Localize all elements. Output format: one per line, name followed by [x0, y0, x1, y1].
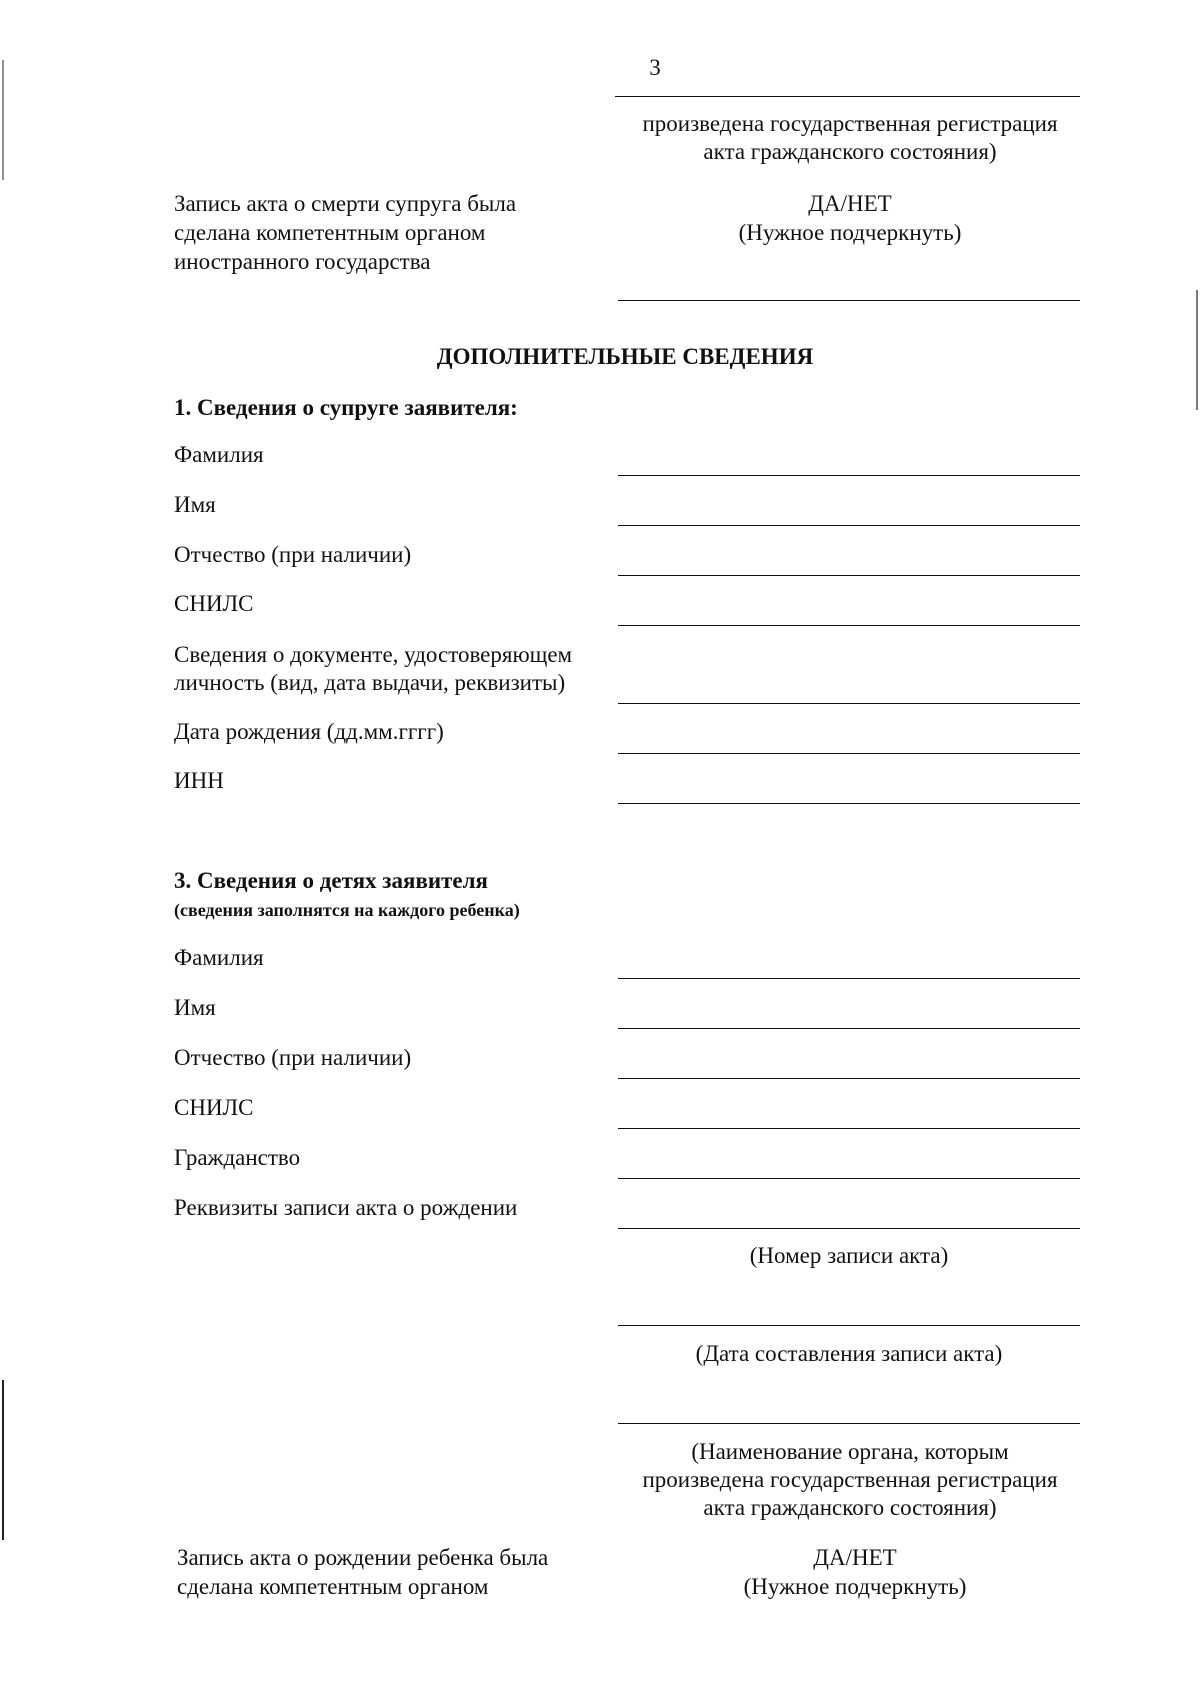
child-patronymic-label: Отчество (при наличии): [174, 1045, 412, 1070]
question-line: Запись акта о смерти супруга была: [174, 191, 517, 216]
authority-caption-line: произведена государственная регистрация: [642, 111, 1058, 136]
child-citizenship-label: Гражданство: [174, 1145, 301, 1170]
spouse-id-doc-label: личность (вид, дата выдачи, реквизиты): [174, 670, 566, 695]
child-name-field[interactable]: [618, 1028, 1080, 1029]
spouse-id-doc-label: Сведения о документе, удостоверяющем: [174, 642, 573, 667]
spouse-name-label: Имя: [174, 492, 216, 517]
spouse-surname-field[interactable]: [618, 475, 1080, 476]
spouse-inn-label: ИНН: [174, 768, 224, 793]
question-line: сделана компетентным органом: [177, 1574, 489, 1599]
yes-no-choice[interactable]: ДА/НЕТ: [813, 1545, 897, 1570]
child-name-label: Имя: [174, 995, 216, 1020]
authority-caption-line: акта гражданского состояния): [703, 1495, 997, 1520]
answer-line: [618, 300, 1080, 301]
child-citizenship-field[interactable]: [618, 1178, 1080, 1179]
spouse-patronymic-field[interactable]: [618, 575, 1080, 576]
child-snils-field[interactable]: [618, 1128, 1080, 1129]
underline-hint: (Нужное подчеркнуть): [738, 220, 962, 245]
authority-caption-line: (Наименование органа, которым: [691, 1439, 1009, 1464]
scan-edge-mark: [2, 60, 4, 180]
spouse-snils-field[interactable]: [618, 625, 1080, 626]
section3-note: (сведения заполнятся на каждого ребенка): [174, 900, 520, 920]
spouse-id-doc-field[interactable]: [618, 703, 1080, 704]
child-record-date-field[interactable]: [618, 1325, 1080, 1326]
scan-edge-mark: [1196, 290, 1198, 410]
child-patronymic-field[interactable]: [618, 1078, 1080, 1079]
section-heading: ДОПОЛНИТЕЛЬНЫЕ СВЕДЕНИЯ: [436, 344, 814, 369]
question-line: сделана компетентным органом: [174, 220, 486, 245]
child-surname-field[interactable]: [618, 978, 1080, 979]
spouse-inn-field[interactable]: [618, 803, 1080, 804]
yes-no-choice[interactable]: ДА/НЕТ: [808, 191, 892, 216]
spouse-patronymic-label: Отчество (при наличии): [174, 542, 412, 567]
record-number-caption: (Номер записи акта): [749, 1243, 949, 1268]
authority-caption-line: произведена государственная регистрация: [642, 1467, 1058, 1492]
spouse-birth-date-field[interactable]: [618, 753, 1080, 754]
section3-title: 3. Сведения о детях заявителя: [174, 868, 488, 893]
record-date-caption: (Дата составления записи акта): [695, 1341, 1003, 1366]
spouse-snils-label: СНИЛС: [174, 591, 254, 616]
section1-title: 1. Сведения о супруге заявителя:: [174, 395, 518, 420]
spouse-birth-date-label: Дата рождения (дд.мм.гггг): [174, 719, 444, 744]
spouse-name-field[interactable]: [618, 525, 1080, 526]
question-line: иностранного государства: [174, 249, 431, 274]
underline-hint: (Нужное подчеркнуть): [743, 1574, 967, 1599]
scan-edge-mark: [2, 1380, 4, 1540]
child-record-number-field[interactable]: [618, 1228, 1080, 1229]
question-line: Запись акта о рождении ребенка была: [177, 1545, 549, 1570]
spouse-surname-label: Фамилия: [174, 442, 264, 467]
authority-line: [615, 96, 1080, 97]
child-authority-field[interactable]: [618, 1423, 1080, 1424]
child-snils-label: СНИЛС: [174, 1095, 254, 1120]
authority-caption-line: акта гражданского состояния): [703, 139, 997, 164]
page-number: 3: [649, 55, 661, 80]
child-surname-label: Фамилия: [174, 945, 264, 970]
child-birth-record-label: Реквизиты записи акта о рождении: [174, 1195, 518, 1220]
